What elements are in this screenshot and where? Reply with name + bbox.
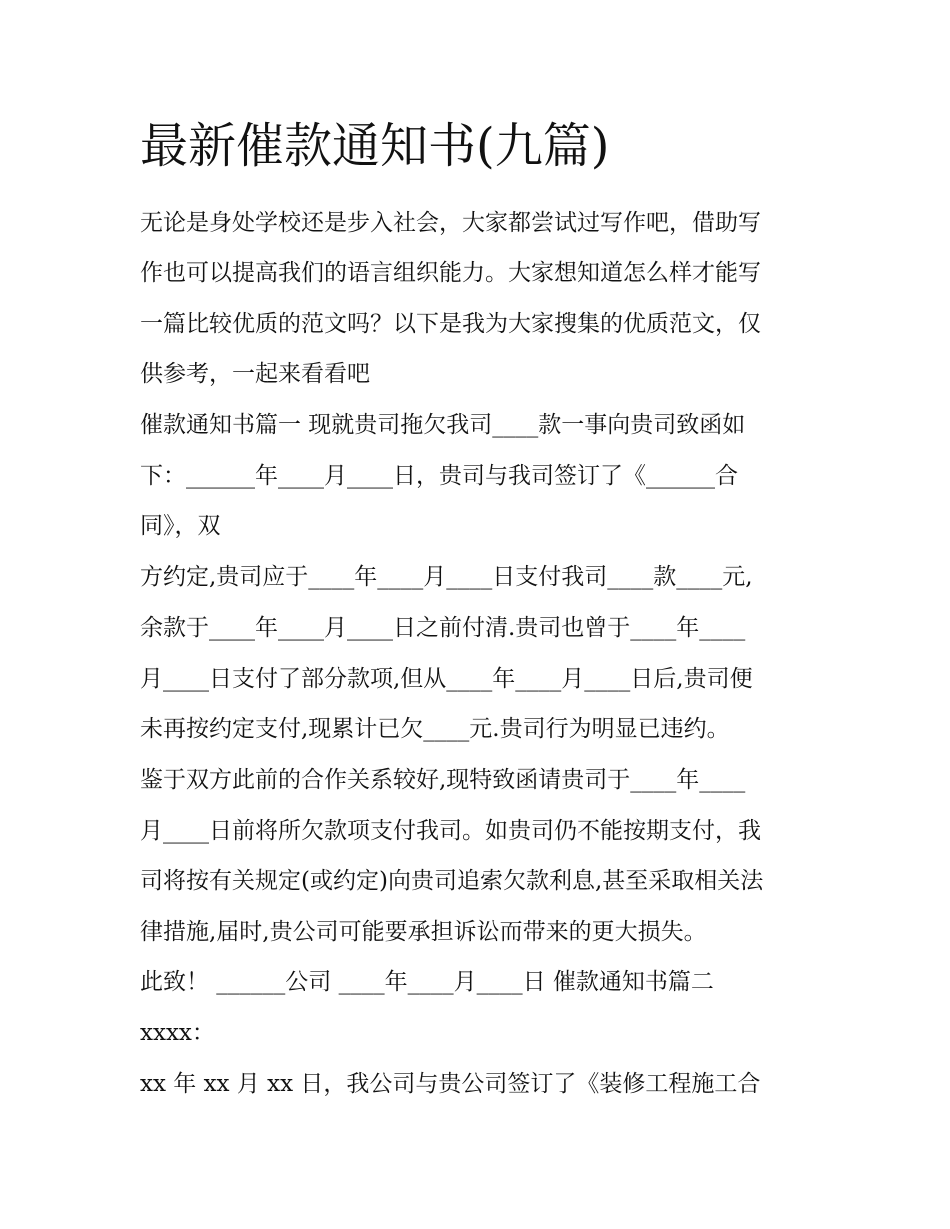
paragraph-line: 余款于____年____月____日之前付清.贵司也曾于____年____	[140, 615, 746, 641]
paragraph-line: 司将按有关规定(或约定)向贵司追索欠款利息,甚至采取相关法	[140, 868, 764, 894]
paragraph-line: 无论是身处学校还是步入社会，大家都尝试过写作吧，借助写	[140, 210, 761, 236]
paragraph-line: 供参考，一起来看看吧	[140, 361, 370, 387]
paragraph-line: 律措施,届时,贵公司可能要承担诉讼而带来的更大损失。	[140, 919, 707, 945]
paragraph-line: 未再按约定支付,现累计已欠____元.贵司行为明显已违约。	[140, 716, 730, 742]
paragraph-line: xxxx：	[140, 1020, 215, 1046]
paragraph-line: 方约定,贵司应于____年____月____日支付我司____款____元,	[140, 564, 753, 590]
paragraph-line: 下：______年____月____日，贵司与我司签订了《______合	[140, 463, 738, 489]
paragraph-line: 一篇比较优质的范文吗？以下是我为大家搜集的优质范文，仅	[140, 311, 761, 337]
paragraph-line: 此致！ ______公司 ____年____月____日 催款通知书篇二	[140, 969, 714, 995]
paragraph-line: 月____日支付了部分款项,但从____年____月____日后,贵司便	[140, 666, 753, 692]
paragraph-line: xx 年 xx 月 xx 日，我公司与贵公司签订了《装修工程施工合	[140, 1071, 761, 1097]
paragraph-line: 同》，双	[140, 513, 221, 539]
paragraph-line: 催款通知书篇一 现就贵司拖欠我司____款一事向贵司致函如	[140, 412, 746, 438]
document-title: 最新催款通知书(九篇)	[140, 118, 610, 174]
paragraph-line: 作也可以提高我们的语言组织能力。大家想知道怎么样才能写	[140, 260, 761, 286]
paragraph-line: 鉴于双方此前的合作关系较好,现特致函请贵司于____年____	[140, 767, 746, 793]
paragraph-line: 月____日前将所欠款项支付我司。如贵司仍不能按期支付，我	[140, 818, 761, 844]
